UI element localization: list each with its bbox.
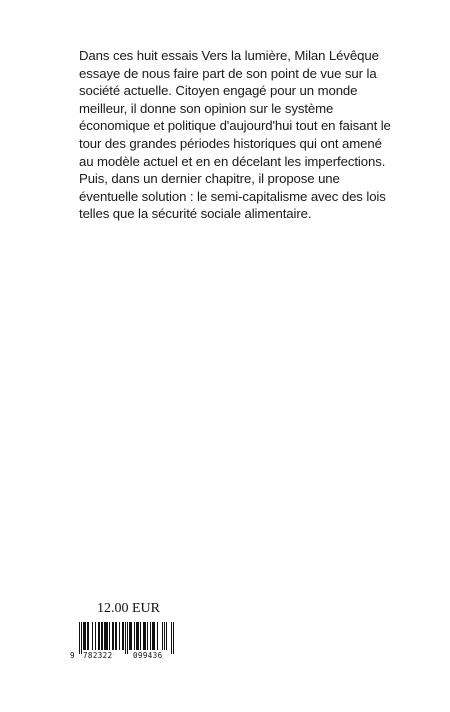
barcode-bar <box>84 622 85 650</box>
barcode-bar <box>122 622 123 650</box>
barcode-bar <box>112 622 113 650</box>
barcode-bar <box>83 622 84 650</box>
barcode-first-digit: 9 <box>70 651 75 660</box>
barcode-bar <box>81 622 82 654</box>
barcode-bar <box>153 622 154 650</box>
barcode-right-group: 099436 <box>133 651 163 660</box>
barcode-bar <box>145 622 146 650</box>
barcode-bar <box>134 622 135 650</box>
barcode-bar <box>147 622 148 650</box>
barcode-bar <box>173 622 174 654</box>
barcode-bar <box>104 622 105 650</box>
barcode-bar <box>166 622 167 650</box>
barcode-bar <box>131 622 132 650</box>
barcode-bar <box>164 622 165 650</box>
barcode-bars <box>70 622 180 654</box>
barcode-bar <box>152 622 153 650</box>
barcode-bar <box>123 622 124 650</box>
barcode-bar <box>143 622 144 650</box>
barcode-bar <box>162 622 163 650</box>
barcode-bar <box>92 622 93 650</box>
barcode-bar <box>98 622 99 650</box>
barcode-bar <box>79 622 80 654</box>
barcode-bar <box>136 622 137 650</box>
price-label: 12.00 EUR <box>97 601 160 616</box>
barcode-bar <box>88 622 89 650</box>
barcode-left-group: 782322 <box>83 651 113 660</box>
barcode-bar <box>87 622 88 650</box>
barcode-bar <box>127 622 128 654</box>
barcode-bar <box>95 622 96 650</box>
barcode-bar <box>137 622 138 650</box>
barcode-bar <box>157 622 158 650</box>
barcode-bar <box>116 622 117 650</box>
barcode-bar <box>119 622 120 650</box>
barcode-bar <box>140 622 141 650</box>
barcode-bar <box>125 622 126 654</box>
barcode-bar <box>85 622 86 650</box>
isbn-barcode <box>70 622 180 660</box>
barcode-bar <box>115 622 116 650</box>
barcode-bar <box>171 622 172 654</box>
barcode-bar <box>106 622 107 650</box>
barcode-bar <box>107 622 108 650</box>
barcode-bar <box>99 622 100 650</box>
barcode-bar <box>105 622 106 650</box>
barcode-bar <box>130 622 131 650</box>
barcode-bar <box>113 622 114 650</box>
barcode-bar <box>101 622 102 650</box>
barcode-bar <box>102 622 103 650</box>
barcode-bar <box>150 622 151 650</box>
barcode-bar <box>138 622 139 650</box>
barcode-bar <box>144 622 145 650</box>
barcode-bar <box>109 622 110 650</box>
back-cover-blurb: Dans ces huit essais Vers la lumière, Milan Lévêque essaye de nous faire part de son point de vue sur la société actuelle. Citoyen engagé pour un monde meilleur, il donne son opinion sur le système économique et politique d'aujourd'hui tout en faisant le tour des grandes périodes historiques qui ont amené au modèle actuel et en en décelant les imperfections. Puis, dans un dernier chapitre, il propose une éventuelle solution : le semi-capitalisme avec des lois telles que la sécurité sociale alimentaire. <box>79 48 391 222</box>
barcode-bar <box>154 622 155 650</box>
barcode-bar <box>129 622 130 650</box>
